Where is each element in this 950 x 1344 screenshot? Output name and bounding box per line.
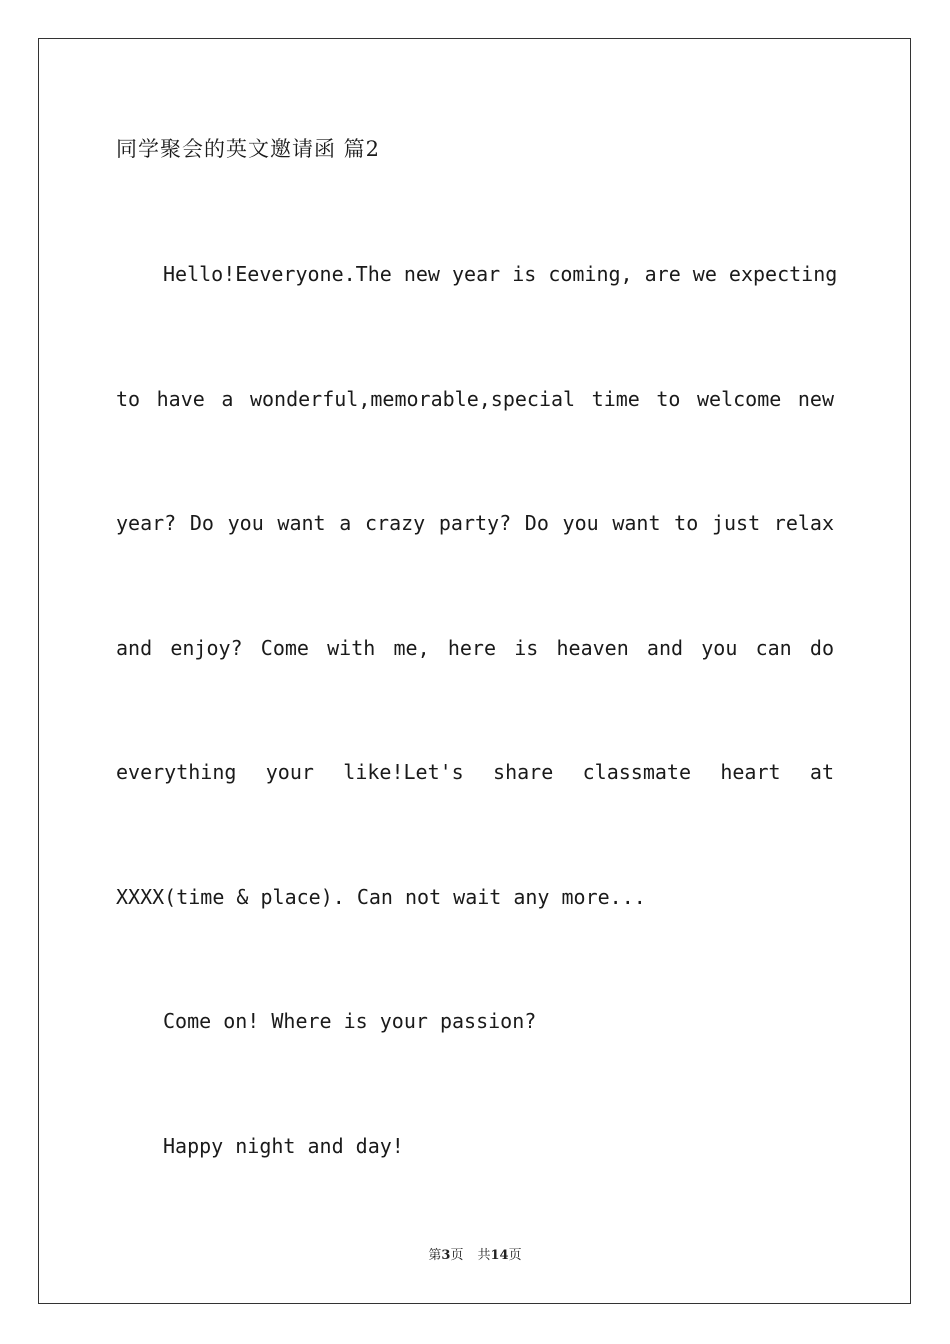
paragraph-line-5: everything your like!Let's share classmate heart at [116,760,834,784]
paragraph-line-1: Hello!Eeveryone.The new year is coming, are we expecting [163,262,838,286]
footer-page-prefix: 第 [428,1248,442,1263]
footer-page-suffix: 页 [450,1248,464,1263]
paragraph-happy: Happy night and day! [163,1134,404,1158]
paragraph-line-4: and enjoy? Come with me, here is heaven and you can do [116,636,834,660]
paragraph-line-2: to have a wonderful,memorable,special time to welcome new [116,387,834,411]
paragraph-line-6: XXXX(time & place). Can not wait any more... [116,885,646,909]
paragraph-line-3: year? Do you want a crazy party? Do you want to just relax [116,511,834,535]
footer-total-suffix: 页 [508,1248,522,1263]
footer-total-prefix: 共 [477,1248,491,1263]
footer-total-pages: 14 [490,1248,509,1263]
page-footer [0,1246,950,1266]
page-border [38,38,911,1304]
document-heading: 同学聚会的英文邀请函 篇2 [116,137,381,161]
paragraph-come-on: Come on! Where is your passion? [163,1009,537,1033]
footer-page-number: 3 [441,1248,451,1263]
